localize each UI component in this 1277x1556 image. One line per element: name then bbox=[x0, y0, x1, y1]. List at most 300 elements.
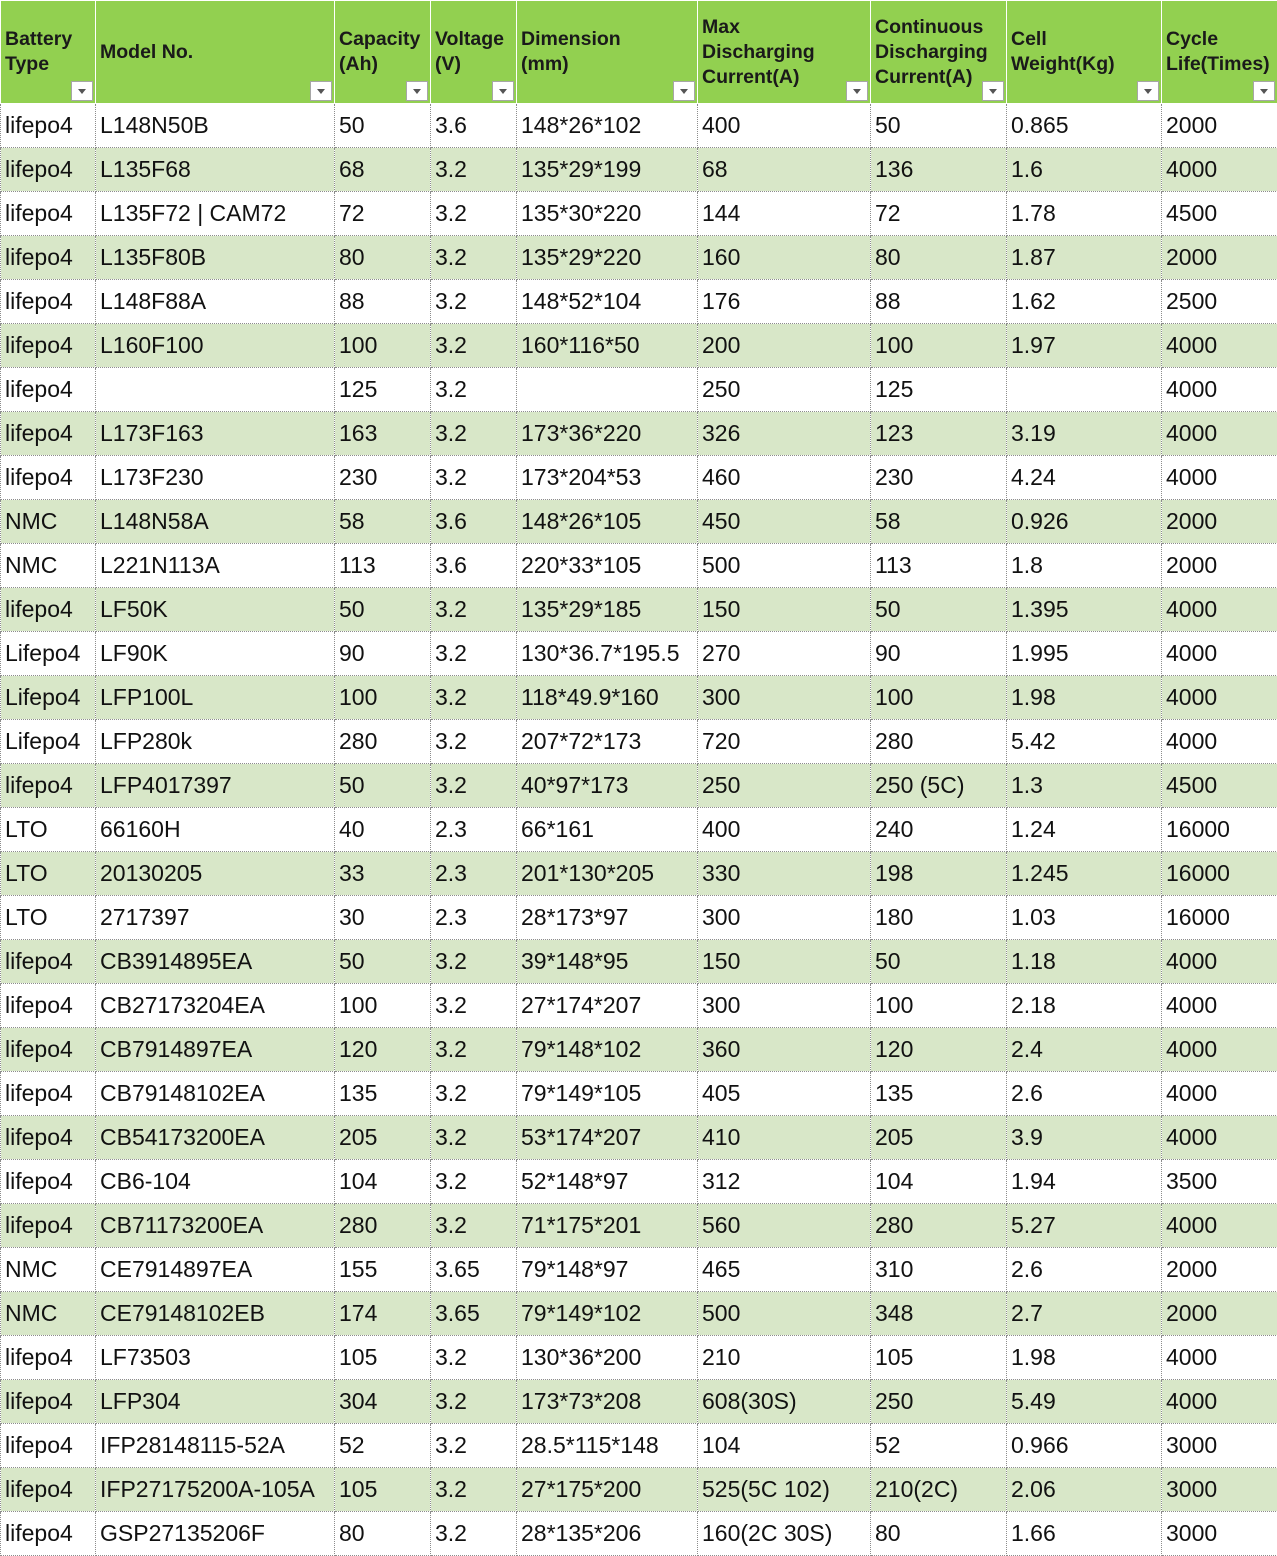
table-cell[interactable]: lifepo4 bbox=[1, 1424, 96, 1468]
table-cell[interactable]: 4000 bbox=[1162, 456, 1277, 500]
table-cell[interactable]: 2.3 bbox=[431, 808, 517, 852]
table-cell[interactable]: 280 bbox=[335, 720, 431, 764]
table-cell[interactable]: 500 bbox=[698, 1292, 871, 1336]
table-cell[interactable]: LF73503 bbox=[96, 1336, 335, 1380]
table-cell[interactable]: 1.995 bbox=[1007, 632, 1162, 676]
table-cell[interactable]: lifepo4 bbox=[1, 236, 96, 280]
table-cell[interactable]: 72 bbox=[335, 192, 431, 236]
table-cell[interactable]: GSP27135206F bbox=[96, 1512, 335, 1556]
table-cell[interactable]: 1.97 bbox=[1007, 324, 1162, 368]
table-cell[interactable]: 160*116*50 bbox=[517, 324, 698, 368]
table-cell[interactable]: 125 bbox=[335, 368, 431, 412]
table-cell[interactable]: LFP100L bbox=[96, 676, 335, 720]
table-cell[interactable]: 3.2 bbox=[431, 280, 517, 324]
table-cell[interactable]: L173F163 bbox=[96, 412, 335, 456]
table-cell[interactable]: 3.6 bbox=[431, 104, 517, 148]
table-cell[interactable]: 0.865 bbox=[1007, 104, 1162, 148]
table-cell[interactable]: 2000 bbox=[1162, 544, 1277, 588]
table-cell[interactable]: 3.2 bbox=[431, 940, 517, 984]
table-cell[interactable]: 250 bbox=[871, 1380, 1007, 1424]
table-cell[interactable]: 4000 bbox=[1162, 1028, 1277, 1072]
table-cell[interactable]: 400 bbox=[698, 808, 871, 852]
table-cell[interactable]: 465 bbox=[698, 1248, 871, 1292]
table-cell[interactable]: 3.2 bbox=[431, 1116, 517, 1160]
table-cell[interactable]: 4000 bbox=[1162, 1072, 1277, 1116]
table-cell[interactable]: 3000 bbox=[1162, 1468, 1277, 1512]
table-cell[interactable]: 3000 bbox=[1162, 1424, 1277, 1468]
table-cell[interactable]: lifepo4 bbox=[1, 1468, 96, 1512]
table-cell[interactable]: LFP304 bbox=[96, 1380, 335, 1424]
table-cell[interactable]: 135*29*199 bbox=[517, 148, 698, 192]
table-cell[interactable]: 4500 bbox=[1162, 192, 1277, 236]
table-cell[interactable]: 68 bbox=[335, 148, 431, 192]
table-cell[interactable]: 3.2 bbox=[431, 1204, 517, 1248]
table-cell[interactable]: 4000 bbox=[1162, 984, 1277, 1028]
table-cell[interactable]: 270 bbox=[698, 632, 871, 676]
table-cell[interactable]: 3500 bbox=[1162, 1160, 1277, 1204]
table-cell[interactable]: 5.42 bbox=[1007, 720, 1162, 764]
table-cell[interactable]: 180 bbox=[871, 896, 1007, 940]
table-cell[interactable]: 3.2 bbox=[431, 412, 517, 456]
table-cell[interactable]: 3.2 bbox=[431, 192, 517, 236]
table-cell[interactable]: 3.2 bbox=[431, 1380, 517, 1424]
table-cell[interactable]: 2000 bbox=[1162, 1292, 1277, 1336]
table-cell[interactable]: 3.2 bbox=[431, 588, 517, 632]
table-cell[interactable]: 348 bbox=[871, 1292, 1007, 1336]
table-cell[interactable]: lifepo4 bbox=[1, 1204, 96, 1248]
table-cell[interactable]: 79*149*105 bbox=[517, 1072, 698, 1116]
table-cell[interactable]: 100 bbox=[335, 984, 431, 1028]
table-cell[interactable]: 0.966 bbox=[1007, 1424, 1162, 1468]
table-cell[interactable]: lifepo4 bbox=[1, 1116, 96, 1160]
table-cell[interactable]: NMC bbox=[1, 500, 96, 544]
table-cell[interactable]: LF90K bbox=[96, 632, 335, 676]
table-cell[interactable]: lifepo4 bbox=[1, 984, 96, 1028]
table-cell[interactable]: 1.03 bbox=[1007, 896, 1162, 940]
table-cell[interactable]: 312 bbox=[698, 1160, 871, 1204]
table-cell[interactable]: 66*161 bbox=[517, 808, 698, 852]
table-cell[interactable]: 2.3 bbox=[431, 852, 517, 896]
table-cell[interactable]: LFP280k bbox=[96, 720, 335, 764]
table-cell[interactable]: L135F68 bbox=[96, 148, 335, 192]
table-cell[interactable]: CB6-104 bbox=[96, 1160, 335, 1204]
table-cell[interactable]: 2.4 bbox=[1007, 1028, 1162, 1072]
table-cell[interactable]: 58 bbox=[871, 500, 1007, 544]
table-cell[interactable]: 148*26*105 bbox=[517, 500, 698, 544]
table-cell[interactable]: lifepo4 bbox=[1, 1336, 96, 1380]
table-cell[interactable]: 105 bbox=[335, 1468, 431, 1512]
table-cell[interactable]: CB3914895EA bbox=[96, 940, 335, 984]
table-cell[interactable]: 300 bbox=[698, 676, 871, 720]
table-cell[interactable]: 5.27 bbox=[1007, 1204, 1162, 1248]
table-cell[interactable]: 33 bbox=[335, 852, 431, 896]
table-cell[interactable]: Lifepo4 bbox=[1, 632, 96, 676]
table-cell[interactable]: lifepo4 bbox=[1, 1380, 96, 1424]
table-cell[interactable]: 135 bbox=[335, 1072, 431, 1116]
filter-dropdown-button[interactable] bbox=[673, 81, 695, 101]
table-cell[interactable]: 4000 bbox=[1162, 940, 1277, 984]
table-cell[interactable]: 200 bbox=[698, 324, 871, 368]
table-cell[interactable]: 250 (5C) bbox=[871, 764, 1007, 808]
table-cell[interactable]: 50 bbox=[871, 588, 1007, 632]
table-cell[interactable]: 4000 bbox=[1162, 676, 1277, 720]
table-cell[interactable]: 50 bbox=[335, 940, 431, 984]
table-cell[interactable]: CB27173204EA bbox=[96, 984, 335, 1028]
table-cell[interactable]: 300 bbox=[698, 984, 871, 1028]
table-cell[interactable]: CE7914897EA bbox=[96, 1248, 335, 1292]
table-cell[interactable]: 135 bbox=[871, 1072, 1007, 1116]
table-cell[interactable]: 3.2 bbox=[431, 632, 517, 676]
table-cell[interactable]: 16000 bbox=[1162, 896, 1277, 940]
table-cell[interactable]: 405 bbox=[698, 1072, 871, 1116]
table-cell[interactable]: LTO bbox=[1, 896, 96, 940]
table-cell[interactable]: 118*49.9*160 bbox=[517, 676, 698, 720]
table-cell[interactable]: CB54173200EA bbox=[96, 1116, 335, 1160]
table-cell[interactable]: 525(5C 102) bbox=[698, 1468, 871, 1512]
table-cell[interactable]: 2717397 bbox=[96, 896, 335, 940]
table-cell[interactable]: 1.98 bbox=[1007, 676, 1162, 720]
table-cell[interactable]: 136 bbox=[871, 148, 1007, 192]
table-cell[interactable]: 40 bbox=[335, 808, 431, 852]
table-cell[interactable]: 3.2 bbox=[431, 1468, 517, 1512]
table-cell[interactable]: CB7914897EA bbox=[96, 1028, 335, 1072]
table-cell[interactable]: 2000 bbox=[1162, 236, 1277, 280]
table-cell[interactable]: 80 bbox=[335, 236, 431, 280]
table-cell[interactable]: 4000 bbox=[1162, 632, 1277, 676]
table-cell[interactable] bbox=[1007, 368, 1162, 412]
table-cell[interactable]: 3.65 bbox=[431, 1292, 517, 1336]
table-cell[interactable]: 155 bbox=[335, 1248, 431, 1292]
table-cell[interactable]: 1.87 bbox=[1007, 236, 1162, 280]
table-cell[interactable]: 3.65 bbox=[431, 1248, 517, 1292]
table-cell[interactable]: 52 bbox=[871, 1424, 1007, 1468]
table-cell[interactable]: lifepo4 bbox=[1, 324, 96, 368]
table-cell[interactable]: IFP27175200A-105A bbox=[96, 1468, 335, 1512]
table-cell[interactable]: 4000 bbox=[1162, 412, 1277, 456]
table-cell[interactable]: 30 bbox=[335, 896, 431, 940]
table-cell[interactable]: 104 bbox=[335, 1160, 431, 1204]
table-cell[interactable]: 80 bbox=[335, 1512, 431, 1556]
table-cell[interactable]: 4000 bbox=[1162, 1204, 1277, 1248]
table-cell[interactable]: 3.2 bbox=[431, 1160, 517, 1204]
table-cell[interactable]: CB79148102EA bbox=[96, 1072, 335, 1116]
table-cell[interactable]: 330 bbox=[698, 852, 871, 896]
table-cell[interactable]: 71*175*201 bbox=[517, 1204, 698, 1248]
table-cell[interactable]: 52 bbox=[335, 1424, 431, 1468]
table-cell[interactable]: 2.6 bbox=[1007, 1248, 1162, 1292]
table-cell[interactable]: 220*33*105 bbox=[517, 544, 698, 588]
table-cell[interactable]: 1.8 bbox=[1007, 544, 1162, 588]
filter-dropdown-button[interactable] bbox=[310, 81, 332, 101]
table-cell[interactable]: CB71173200EA bbox=[96, 1204, 335, 1248]
table-cell[interactable]: 135*29*185 bbox=[517, 588, 698, 632]
table-cell[interactable]: 3.6 bbox=[431, 544, 517, 588]
table-cell[interactable]: 300 bbox=[698, 896, 871, 940]
table-cell[interactable]: 88 bbox=[871, 280, 1007, 324]
table-cell[interactable]: 27*174*207 bbox=[517, 984, 698, 1028]
table-cell[interactable]: 280 bbox=[871, 1204, 1007, 1248]
table-cell[interactable]: 50 bbox=[871, 940, 1007, 984]
table-cell[interactable]: NMC bbox=[1, 1292, 96, 1336]
table-cell[interactable]: 3.2 bbox=[431, 676, 517, 720]
table-cell[interactable]: 125 bbox=[871, 368, 1007, 412]
table-cell[interactable]: 2.18 bbox=[1007, 984, 1162, 1028]
table-cell[interactable]: 113 bbox=[871, 544, 1007, 588]
table-cell[interactable]: 1.245 bbox=[1007, 852, 1162, 896]
table-cell[interactable]: 3000 bbox=[1162, 1512, 1277, 1556]
table-cell[interactable]: 0.926 bbox=[1007, 500, 1162, 544]
table-cell[interactable]: 53*174*207 bbox=[517, 1116, 698, 1160]
table-cell[interactable]: 4000 bbox=[1162, 720, 1277, 764]
table-cell[interactable]: 450 bbox=[698, 500, 871, 544]
table-cell[interactable]: NMC bbox=[1, 544, 96, 588]
table-cell[interactable]: Lifepo4 bbox=[1, 720, 96, 764]
table-cell[interactable]: 3.2 bbox=[431, 764, 517, 808]
filter-dropdown-button[interactable] bbox=[492, 81, 514, 101]
table-cell[interactable]: NMC bbox=[1, 1248, 96, 1292]
table-cell[interactable]: Lifepo4 bbox=[1, 676, 96, 720]
table-cell[interactable]: 1.24 bbox=[1007, 808, 1162, 852]
table-cell[interactable]: L148N58A bbox=[96, 500, 335, 544]
table-cell[interactable]: L160F100 bbox=[96, 324, 335, 368]
table-cell[interactable]: IFP28148115-52A bbox=[96, 1424, 335, 1468]
table-cell[interactable]: 150 bbox=[698, 588, 871, 632]
table-cell[interactable]: 100 bbox=[335, 324, 431, 368]
table-cell[interactable]: 113 bbox=[335, 544, 431, 588]
table-cell[interactable]: 410 bbox=[698, 1116, 871, 1160]
table-cell[interactable]: 4000 bbox=[1162, 588, 1277, 632]
table-cell[interactable]: 148*52*104 bbox=[517, 280, 698, 324]
table-cell[interactable]: 720 bbox=[698, 720, 871, 764]
table-cell[interactable]: 326 bbox=[698, 412, 871, 456]
table-cell[interactable]: L173F230 bbox=[96, 456, 335, 500]
table-cell[interactable]: lifepo4 bbox=[1, 368, 96, 412]
table-cell[interactable]: 1.78 bbox=[1007, 192, 1162, 236]
table-cell[interactable]: 2500 bbox=[1162, 280, 1277, 324]
table-cell[interactable]: lifepo4 bbox=[1, 1028, 96, 1072]
table-cell[interactable]: 210(2C) bbox=[871, 1468, 1007, 1512]
table-cell[interactable]: CE79148102EB bbox=[96, 1292, 335, 1336]
table-cell[interactable]: 28.5*115*148 bbox=[517, 1424, 698, 1468]
table-cell[interactable]: lifepo4 bbox=[1, 940, 96, 984]
table-cell[interactable]: 100 bbox=[335, 676, 431, 720]
table-cell[interactable]: 205 bbox=[335, 1116, 431, 1160]
table-cell[interactable]: 1.94 bbox=[1007, 1160, 1162, 1204]
table-cell[interactable]: 16000 bbox=[1162, 808, 1277, 852]
table-cell[interactable]: 20130205 bbox=[96, 852, 335, 896]
table-cell[interactable]: 148*26*102 bbox=[517, 104, 698, 148]
table-cell[interactable]: 68 bbox=[698, 148, 871, 192]
filter-dropdown-button[interactable] bbox=[406, 81, 428, 101]
table-cell[interactable]: 163 bbox=[335, 412, 431, 456]
table-cell[interactable]: 1.66 bbox=[1007, 1512, 1162, 1556]
table-cell[interactable]: 160(2C 30S) bbox=[698, 1512, 871, 1556]
table-cell[interactable]: L135F80B bbox=[96, 236, 335, 280]
table-cell[interactable]: 205 bbox=[871, 1116, 1007, 1160]
table-cell[interactable]: 50 bbox=[871, 104, 1007, 148]
table-cell[interactable]: 120 bbox=[335, 1028, 431, 1072]
table-cell[interactable]: 1.98 bbox=[1007, 1336, 1162, 1380]
table-cell[interactable]: 3.2 bbox=[431, 324, 517, 368]
table-cell[interactable]: 3.2 bbox=[431, 1424, 517, 1468]
table-cell[interactable]: L221N113A bbox=[96, 544, 335, 588]
table-cell[interactable]: 304 bbox=[335, 1380, 431, 1424]
table-cell[interactable]: 207*72*173 bbox=[517, 720, 698, 764]
table-cell[interactable]: 230 bbox=[335, 456, 431, 500]
table-cell[interactable] bbox=[517, 368, 698, 412]
table-cell[interactable]: 3.2 bbox=[431, 1028, 517, 1072]
table-cell[interactable]: 3.2 bbox=[431, 236, 517, 280]
filter-dropdown-button[interactable] bbox=[982, 81, 1004, 101]
table-cell[interactable]: 50 bbox=[335, 104, 431, 148]
table-cell[interactable]: 100 bbox=[871, 324, 1007, 368]
table-cell[interactable]: 1.18 bbox=[1007, 940, 1162, 984]
table-cell[interactable] bbox=[96, 368, 335, 412]
table-cell[interactable]: 4.24 bbox=[1007, 456, 1162, 500]
table-cell[interactable]: 3.2 bbox=[431, 456, 517, 500]
table-cell[interactable]: 240 bbox=[871, 808, 1007, 852]
table-cell[interactable]: 2.6 bbox=[1007, 1072, 1162, 1116]
table-cell[interactable]: 104 bbox=[698, 1424, 871, 1468]
table-cell[interactable]: lifepo4 bbox=[1, 1512, 96, 1556]
table-cell[interactable]: 174 bbox=[335, 1292, 431, 1336]
table-cell[interactable]: 4000 bbox=[1162, 1116, 1277, 1160]
table-cell[interactable]: 79*149*102 bbox=[517, 1292, 698, 1336]
table-cell[interactable]: 608(30S) bbox=[698, 1380, 871, 1424]
table-cell[interactable]: 1.62 bbox=[1007, 280, 1162, 324]
table-cell[interactable]: LFP4017397 bbox=[96, 764, 335, 808]
table-cell[interactable]: 3.2 bbox=[431, 720, 517, 764]
table-cell[interactable]: 3.2 bbox=[431, 984, 517, 1028]
table-cell[interactable]: 52*148*97 bbox=[517, 1160, 698, 1204]
table-cell[interactable]: 4000 bbox=[1162, 148, 1277, 192]
table-cell[interactable]: LTO bbox=[1, 808, 96, 852]
table-cell[interactable]: 2000 bbox=[1162, 104, 1277, 148]
table-cell[interactable]: L148N50B bbox=[96, 104, 335, 148]
table-cell[interactable]: 173*204*53 bbox=[517, 456, 698, 500]
table-cell[interactable]: 100 bbox=[871, 676, 1007, 720]
filter-dropdown-button[interactable] bbox=[1137, 81, 1159, 101]
table-cell[interactable]: 3.2 bbox=[431, 1336, 517, 1380]
table-cell[interactable]: 2.7 bbox=[1007, 1292, 1162, 1336]
table-cell[interactable]: 4500 bbox=[1162, 764, 1277, 808]
table-cell[interactable]: 3.2 bbox=[431, 1512, 517, 1556]
table-cell[interactable]: lifepo4 bbox=[1, 412, 96, 456]
table-cell[interactable]: 250 bbox=[698, 764, 871, 808]
table-cell[interactable]: 39*148*95 bbox=[517, 940, 698, 984]
table-cell[interactable]: 173*73*208 bbox=[517, 1380, 698, 1424]
table-cell[interactable]: 1.3 bbox=[1007, 764, 1162, 808]
table-cell[interactable]: 144 bbox=[698, 192, 871, 236]
filter-dropdown-button[interactable] bbox=[846, 81, 868, 101]
table-cell[interactable]: 400 bbox=[698, 104, 871, 148]
table-cell[interactable]: 79*148*97 bbox=[517, 1248, 698, 1292]
table-cell[interactable]: 3.19 bbox=[1007, 412, 1162, 456]
table-cell[interactable]: 460 bbox=[698, 456, 871, 500]
table-cell[interactable]: LTO bbox=[1, 852, 96, 896]
table-cell[interactable]: 173*36*220 bbox=[517, 412, 698, 456]
table-cell[interactable]: 104 bbox=[871, 1160, 1007, 1204]
table-cell[interactable]: lifepo4 bbox=[1, 104, 96, 148]
table-cell[interactable]: L135F72 | CAM72 bbox=[96, 192, 335, 236]
table-cell[interactable]: 80 bbox=[871, 236, 1007, 280]
table-cell[interactable]: 50 bbox=[335, 588, 431, 632]
table-cell[interactable]: 1.6 bbox=[1007, 148, 1162, 192]
table-cell[interactable]: 2.3 bbox=[431, 896, 517, 940]
table-cell[interactable]: 201*130*205 bbox=[517, 852, 698, 896]
table-cell[interactable]: 2000 bbox=[1162, 1248, 1277, 1292]
table-cell[interactable]: 80 bbox=[871, 1512, 1007, 1556]
table-cell[interactable]: 4000 bbox=[1162, 1336, 1277, 1380]
table-cell[interactable]: 16000 bbox=[1162, 852, 1277, 896]
table-cell[interactable]: LF50K bbox=[96, 588, 335, 632]
table-cell[interactable]: 1.395 bbox=[1007, 588, 1162, 632]
table-cell[interactable]: 210 bbox=[698, 1336, 871, 1380]
table-cell[interactable]: lifepo4 bbox=[1, 588, 96, 632]
table-cell[interactable]: lifepo4 bbox=[1, 280, 96, 324]
table-cell[interactable]: 3.2 bbox=[431, 1072, 517, 1116]
table-cell[interactable]: 88 bbox=[335, 280, 431, 324]
table-cell[interactable]: 4000 bbox=[1162, 1380, 1277, 1424]
table-cell[interactable]: 130*36.7*195.5 bbox=[517, 632, 698, 676]
table-cell[interactable]: 90 bbox=[871, 632, 1007, 676]
table-cell[interactable]: lifepo4 bbox=[1, 192, 96, 236]
table-cell[interactable]: 310 bbox=[871, 1248, 1007, 1292]
table-cell[interactable]: 28*135*206 bbox=[517, 1512, 698, 1556]
table-cell[interactable]: 79*148*102 bbox=[517, 1028, 698, 1072]
table-cell[interactable]: 150 bbox=[698, 940, 871, 984]
table-cell[interactable]: 198 bbox=[871, 852, 1007, 896]
table-cell[interactable]: lifepo4 bbox=[1, 456, 96, 500]
table-cell[interactable]: 123 bbox=[871, 412, 1007, 456]
table-cell[interactable]: 105 bbox=[871, 1336, 1007, 1380]
table-cell[interactable]: 2.06 bbox=[1007, 1468, 1162, 1512]
table-cell[interactable]: lifepo4 bbox=[1, 1072, 96, 1116]
table-cell[interactable]: 4000 bbox=[1162, 368, 1277, 412]
table-cell[interactable]: 250 bbox=[698, 368, 871, 412]
table-cell[interactable]: lifepo4 bbox=[1, 1160, 96, 1204]
table-cell[interactable]: 176 bbox=[698, 280, 871, 324]
table-cell[interactable]: 560 bbox=[698, 1204, 871, 1248]
table-cell[interactable]: 120 bbox=[871, 1028, 1007, 1072]
table-cell[interactable]: 3.6 bbox=[431, 500, 517, 544]
table-cell[interactable]: 27*175*200 bbox=[517, 1468, 698, 1512]
table-cell[interactable]: 130*36*200 bbox=[517, 1336, 698, 1380]
table-cell[interactable]: 280 bbox=[871, 720, 1007, 764]
filter-dropdown-button[interactable] bbox=[71, 81, 93, 101]
table-cell[interactable]: 50 bbox=[335, 764, 431, 808]
table-cell[interactable]: lifepo4 bbox=[1, 764, 96, 808]
filter-dropdown-button[interactable] bbox=[1253, 81, 1275, 101]
table-cell[interactable]: 90 bbox=[335, 632, 431, 676]
table-cell[interactable]: 5.49 bbox=[1007, 1380, 1162, 1424]
table-cell[interactable]: 3.9 bbox=[1007, 1116, 1162, 1160]
table-cell[interactable]: lifepo4 bbox=[1, 148, 96, 192]
table-cell[interactable]: L148F88A bbox=[96, 280, 335, 324]
table-cell[interactable]: 500 bbox=[698, 544, 871, 588]
table-cell[interactable]: 58 bbox=[335, 500, 431, 544]
table-cell[interactable]: 135*30*220 bbox=[517, 192, 698, 236]
table-cell[interactable]: 3.2 bbox=[431, 368, 517, 412]
table-cell[interactable]: 135*29*220 bbox=[517, 236, 698, 280]
table-cell[interactable]: 105 bbox=[335, 1336, 431, 1380]
table-cell[interactable]: 100 bbox=[871, 984, 1007, 1028]
table-cell[interactable]: 280 bbox=[335, 1204, 431, 1248]
table-cell[interactable]: 2000 bbox=[1162, 500, 1277, 544]
table-cell[interactable]: 3.2 bbox=[431, 148, 517, 192]
table-cell[interactable]: 360 bbox=[698, 1028, 871, 1072]
table-cell[interactable]: 4000 bbox=[1162, 324, 1277, 368]
